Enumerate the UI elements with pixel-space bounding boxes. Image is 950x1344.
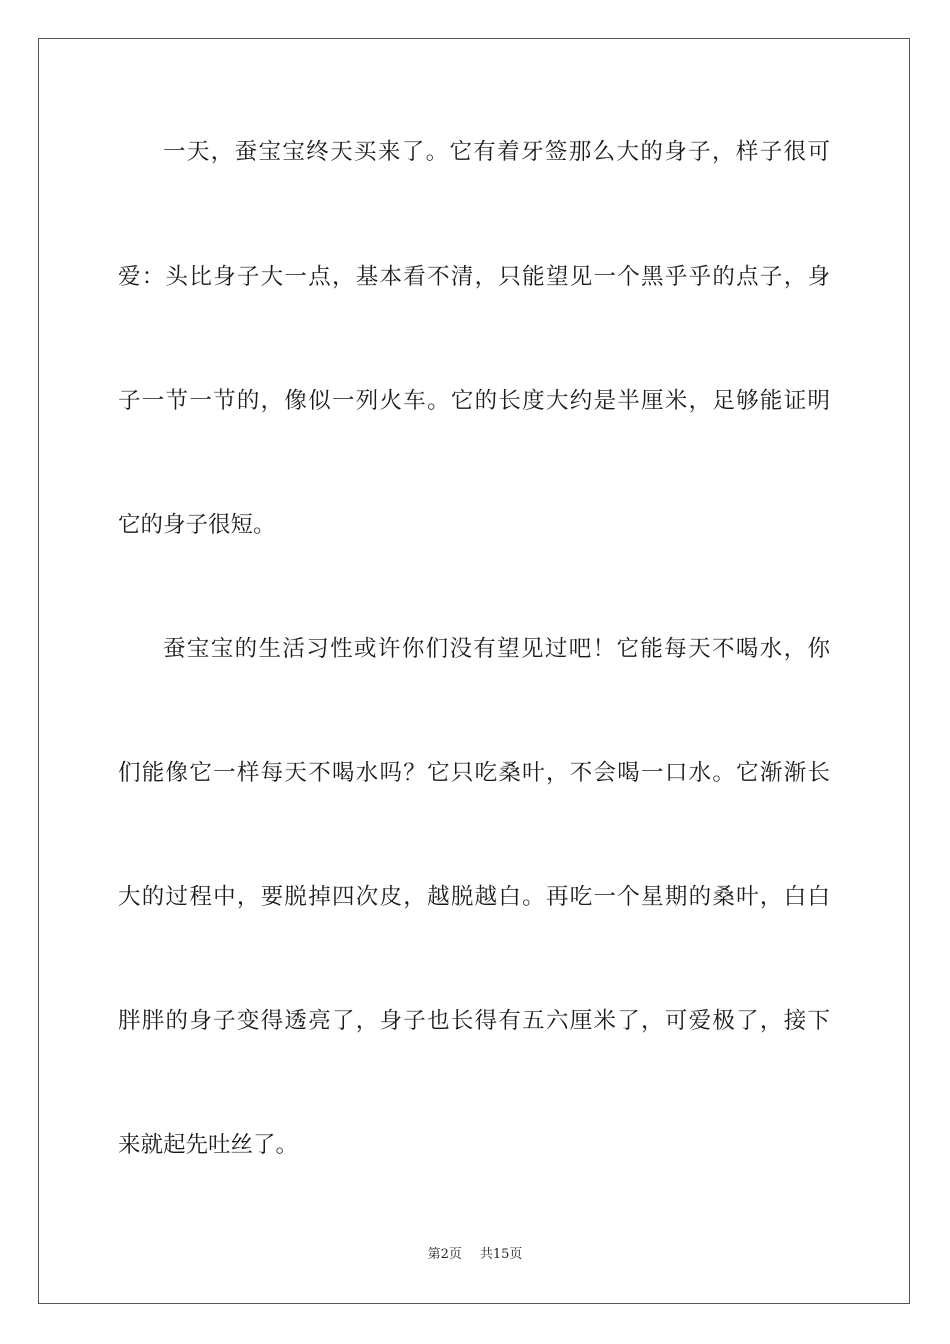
page-total: 共15页 [479,1247,523,1262]
paragraph-2-line-3: 大的过程中，要脱掉四次皮，越脱越白。再吃一个星期的桑叶，白白 [118,884,830,910]
page-border [38,38,910,1304]
paragraph-2-line-2: 们能像它一样每天不喝水吗？它只吃桑叶，不会喝一口水。它渐渐长 [118,760,830,786]
paragraph-2-line-1: 蚕宝宝的生活习性或许你们没有望见过吧！它能每天不喝水，你 [163,636,830,662]
paragraph-1-line-3: 子一节一节的，像似一列火车。它的长度大约是半厘米，足够能证明 [118,388,830,414]
page-number: 第2页 [427,1247,462,1262]
paragraph-1-line-2: 爱：头比身子大一点，基本看不清，只能望见一个黑乎乎的点子，身 [118,264,830,290]
paragraph-2-line-4: 胖胖的身子变得透亮了，身子也长得有五六厘米了，可爱极了，接下 [118,1008,830,1034]
paragraph-1-line-1: 一天，蚕宝宝终天买来了。它有着牙签那么大的身子，样子很可 [163,139,830,165]
paragraph-1-line-4: 它的身子很短。 [118,512,276,538]
page-footer [0,1246,950,1264]
paragraph-2-line-5: 来就起先吐丝了。 [118,1132,299,1158]
